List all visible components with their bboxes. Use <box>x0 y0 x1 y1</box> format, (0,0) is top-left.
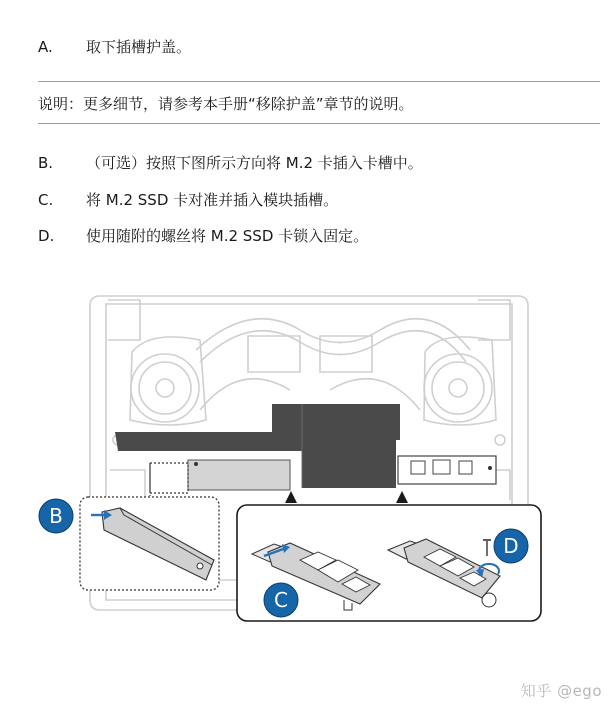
step-letter: A. <box>38 38 53 56</box>
step-text: （可选）按照下图所示方向将 M.2 卡插入卡槽中。 <box>86 154 423 172</box>
step-text: 使用随附的螺丝将 M.2 SSD 卡锁入固定。 <box>86 227 369 245</box>
pointer-triangle <box>285 491 297 503</box>
step-text: 取下插槽护盖。 <box>86 38 192 56</box>
ssd-slot-right <box>398 456 496 484</box>
callout-d-label: D <box>503 534 519 558</box>
pointer-triangle <box>396 491 408 503</box>
step-letter: D. <box>38 227 55 245</box>
callout-c-label: C <box>274 588 288 612</box>
ssd-slot-left <box>150 460 290 493</box>
watermark: 知乎 @ego <box>520 682 602 700</box>
callout-b <box>39 499 73 533</box>
step-text: 将 M.2 SSD 卡对准并插入模块插槽。 <box>86 191 339 209</box>
step-letter: B. <box>38 154 54 172</box>
callout-b-label: B <box>49 504 63 528</box>
step-letter: C. <box>38 191 54 209</box>
callout-c <box>264 583 298 617</box>
callout-d <box>494 529 528 563</box>
note-text: 说明：更多细节，请参考本手册“移除护盖”章节的说明。 <box>38 95 414 113</box>
